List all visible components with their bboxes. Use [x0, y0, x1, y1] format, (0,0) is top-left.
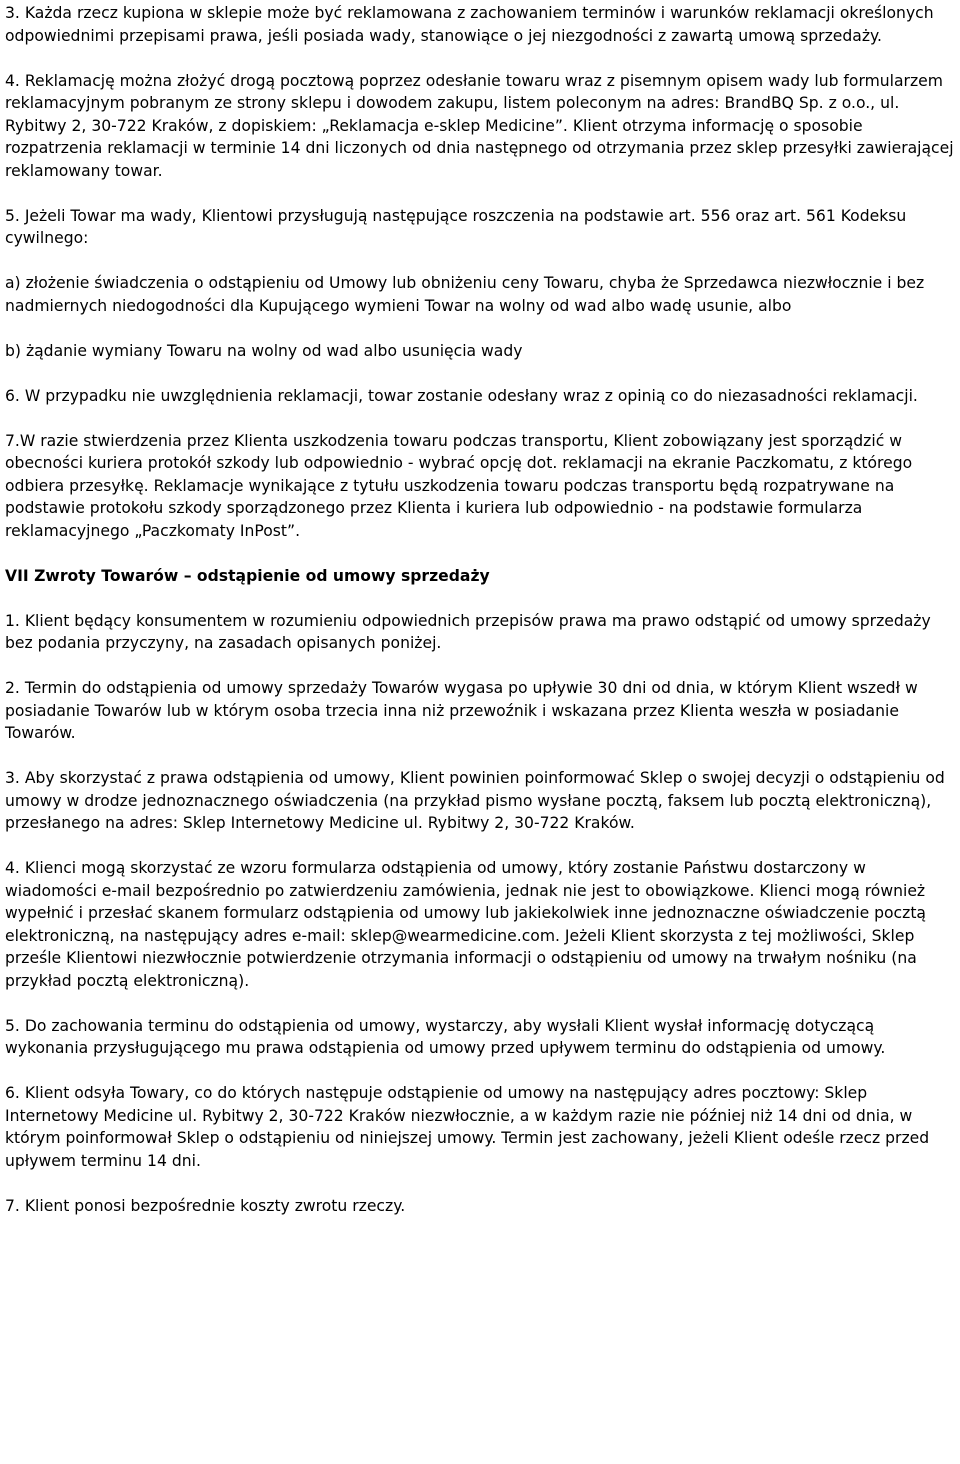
paragraph-complaint-5: 5. Jeżeli Towar ma wady, Klientowi przysługują następujące roszczenia na podstawie art. 556 oraz art. 561 Kodeksu cywilnego: [5, 206, 907, 247]
paragraph-complaint-6: 6. W przypadku nie uwzględnienia reklamacji, towar zostanie odesłany wraz z opinią co do niezasadności reklamacji. [5, 386, 918, 405]
paragraph-return-6: 6. Klient odsyła Towary, co do których następuje odstąpienie od umowy na następujący adres pocztowy: Sklep Internetowy Medicine ul. Rybitwy 2, 30-722 Kraków niezwłocznie, a w każdym razie nie później niż 14 dni od dnia, w którym poinformował Sklep o odstąpieniu od niniejszej umowy. Termin jest zachowany, jeżeli Klient odeśle rzecz przed upływem terminu 14 dni. [5, 1084, 930, 1170]
paragraph-complaint-7: 7.W razie stwierdzenia przez Klienta uszkodzenia towaru podczas transportu, Klient zobowiązany jest sporządzić w obecności kuriera protokół szkody lub odpowiednio - wybrać opcję dot. reklamacji na ekranie Paczkomatu, z którego odbiera przesyłkę. Reklamacje wynikające z tytułu uszkodzenia towaru podczas transportu będą rozpatrywane na podstawie protokołu szkody sporządzonego przez Klienta i kuriera lub odpowiednio - na podstawie formularza reklamacyjnego „Paczkomaty InPost”. [5, 431, 913, 540]
paragraph-complaint-5b: b) żądanie wymiany Towaru na wolny od wad albo usunięcia wady [5, 341, 523, 360]
section-heading: VII Zwroty Towarów – odstąpienie od umowy sprzedaży [5, 566, 490, 585]
paragraph-return-2: 2. Termin do odstąpienia od umowy sprzedaży Towarów wygasa po upływie 30 dni od dnia, w którym Klient wszedł w posiadanie Towarów lub w którym osoba trzecia inna niż przewoźnik i wskazana przez Klienta weszła w posiadanie Towarów. [5, 679, 918, 742]
paragraph-complaint-4: 4. Reklamację można złożyć drogą pocztową poprzez odesłanie towaru wraz z pisemnym opisem wady lub formularzem reklamacyjnym pobranym ze strony sklepu i dowodem zakupu, listem poleconym na adres: BrandBQ Sp. z o.o., ul. Rybitwy 2, 30-722 Kraków, z dopiskiem: „Reklamacja e-sklep Medicine”. Klient otrzyma informację o sposobie rozpatrzenia reklamacji w terminie 14 dni liczonych od dnia następnego od otrzymania przez sklep przesyłki zawierającej reklamowany towar. [5, 71, 954, 180]
paragraph-complaint-5a: a) złożenie świadczenia o odstąpieniu od Umowy lub obniżeniu ceny Towaru, chyba że Sprzedawca niezwłocznie i bez nadmiernych niedogodności dla Kupującego wymieni Towar na wolny od wad albo wadę usunie, albo [5, 274, 925, 315]
paragraph-complaint-3: 3. Każda rzecz kupiona w sklepie może być reklamowana z zachowaniem terminów i warunków reklamacji określonych odpowiednimi przepisami prawa, jeśli posiada wady, stanowiące o jej niezgodności z zawartą umową sprzedaży. [5, 4, 934, 45]
paragraph-return-5: 5. Do zachowania terminu do odstąpienia od umowy, wystarczy, aby wysłali Klient wysłał informację dotyczącą wykonania przysługującego mu prawa odstąpienia od umowy przed upływem terminu do odstąpienia od umowy. [5, 1016, 886, 1057]
paragraph-return-3: 3. Aby skorzystać z prawa odstąpienia od umowy, Klient powinien poinformować Sklep o swojej decyzji o odstąpieniu od umowy w drodze jednoznacznego oświadczenia (na przykład pismo wysłane pocztą, faksem lub pocztą elektroniczną), przesłanego na adres: Sklep Internetowy Medicine ul. Rybitwy 2, 30-722 Kraków. [5, 769, 945, 832]
paragraph-return-1: 1. Klient będący konsumentem w rozumieniu odpowiednich przepisów prawa ma prawo odstąpić od umowy sprzedaży bez podania przyczyny, na zasadach opisanych poniżej. [5, 611, 931, 652]
paragraph-return-4: 4. Klienci mogą skorzystać ze wzoru formularza odstąpienia od umowy, który zostanie Państwu dostarczony w wiadomości e-mail bezpośrednio po zatwierdzeniu zamówienia, jednak nie jest to obowiązkowe. Klienci mogą również wypełnić i przesłać skanem formularz odstąpienia od umowy lub jakiekolwiek inne jednoznaczne oświadczenie pocztą elektroniczną, na następujący adres e-mail: sklep@wearmedicine.com. Jeżeli Klient skorzysta z tej możliwości, Sklep prześle Klientowi niezwłocznie potwierdzenie otrzymania informacji o odstąpieniu od umowy na trwałym nośniku (na przykład pocztą elektroniczną). [5, 859, 926, 990]
paragraph-return-7: 7. Klient ponosi bezpośrednie koszty zwrotu rzeczy. [5, 1196, 406, 1215]
